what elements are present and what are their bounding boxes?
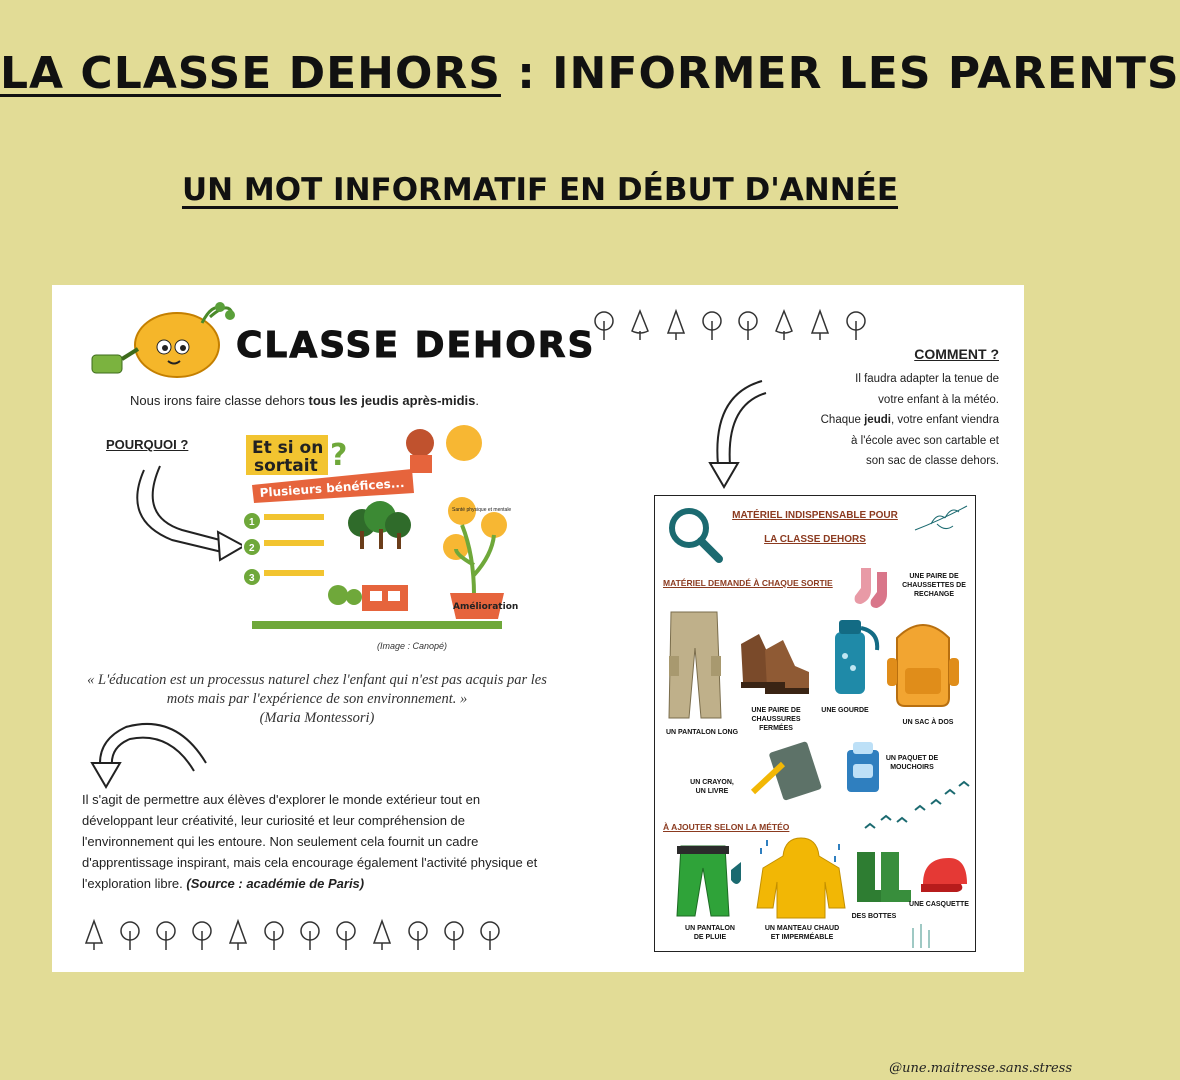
label-tissues-line: UN PAQUET DE xyxy=(885,755,939,762)
tree-icon xyxy=(298,919,323,951)
label-rain-pants-line: UN PANTALON xyxy=(685,925,735,932)
label-bottle: UNE GOURDE xyxy=(821,707,869,714)
rain-boots-icon xyxy=(851,848,917,906)
mascot-illustration xyxy=(82,293,242,381)
infographic-banner: Plusieurs bénéfices... xyxy=(259,475,405,500)
cap-icon xyxy=(915,854,971,894)
label-pencil-line: UN CRAYON, xyxy=(690,779,734,786)
pencil-book-icon xyxy=(749,740,823,802)
backpack-icon xyxy=(883,614,963,710)
label-socks xyxy=(895,572,973,599)
comment-line: votre enfant à la météo. xyxy=(878,393,999,406)
comment-line: à l'école avec son cartable et xyxy=(851,434,999,447)
infographic-line2: sortait xyxy=(254,456,318,476)
title-rest: : INFORMER LES PARENTS xyxy=(500,48,1180,99)
intro-bold: tous les jeudis après-midis xyxy=(308,393,476,408)
parent-letter-sheet xyxy=(52,285,1024,972)
label-socks-line: RECHANGE xyxy=(913,591,955,598)
tree-icon xyxy=(406,919,431,951)
intro-text xyxy=(130,393,479,408)
label-coat-line: ET IMPERMÉABLE xyxy=(770,934,834,941)
tree-icon xyxy=(808,309,833,341)
tree-icon xyxy=(262,919,287,951)
water-bottle-icon xyxy=(825,616,885,698)
label-shoes-line: UNE PAIRE DE xyxy=(751,707,801,714)
tree-icon xyxy=(736,309,761,341)
paragraph-source: (Source : académie de Paris) xyxy=(182,876,365,891)
comment-line: son sac de classe dehors. xyxy=(866,455,999,467)
tree-icon xyxy=(82,919,107,951)
label-coat-line: UN MANTEAU CHAUD xyxy=(764,925,840,932)
label-rain-pants-line: DE PLUIE xyxy=(693,934,727,941)
label-raincoat xyxy=(757,924,847,942)
intro-before: Nous irons faire classe dehors xyxy=(130,393,309,408)
sheet-logo-title: CLASSE DEHORS xyxy=(236,325,596,366)
comment-line3-before: Chaque xyxy=(820,414,865,426)
leaf-branch-icon xyxy=(911,500,971,540)
title-main: LA CLASSE DEHORS xyxy=(0,48,501,99)
label-tissues-line: MOUCHOIRS xyxy=(890,764,934,771)
materiel-title2: LA CLASSE DEHORS xyxy=(764,534,866,545)
materiel-checklist xyxy=(654,495,976,952)
tree-icon xyxy=(190,919,215,951)
infographic-num2: 2 xyxy=(249,543,255,554)
infographic-num1: 1 xyxy=(249,517,255,528)
label-shoes-line: CHAUSSURES xyxy=(751,716,801,723)
tree-icon xyxy=(226,919,251,951)
benefits-infographic xyxy=(242,425,517,635)
tree-icon xyxy=(118,919,143,951)
tree-icon xyxy=(334,919,359,951)
intro-after: . xyxy=(475,393,479,408)
explanation-paragraph xyxy=(82,789,552,894)
comment-text xyxy=(770,369,999,472)
top-tree-row xyxy=(592,309,869,341)
label-long-pants: UN PANTALON LONG xyxy=(665,729,739,736)
label-rain-pants xyxy=(665,924,755,942)
label-pencil-book xyxy=(677,778,747,796)
label-cap: UNE CASQUETTE xyxy=(909,901,969,908)
quote-author: (Maria Montessori) xyxy=(259,710,375,726)
comment-line: Il faudra adapter la tenue de xyxy=(855,373,999,385)
raincoat-icon xyxy=(755,834,847,920)
label-boots: DES BOTTES xyxy=(851,913,897,920)
label-pencil-line: UN LIVRE xyxy=(695,788,729,795)
socks-icon xyxy=(853,564,897,612)
comment-line3-bold: jeudi xyxy=(864,414,891,426)
infographic-num3: 3 xyxy=(249,573,255,584)
tree-icon xyxy=(478,919,503,951)
pourquoi-heading: POURQUOI ? xyxy=(106,437,189,452)
quote-text: « L'éducation est un processus naturel chez l'enfant qui n'est pas acquis par les mots mais par l'expérience de son environnement. » xyxy=(87,672,547,707)
page-subtitle: UN MOT INFORMATIF EN DÉBUT D'ANNÉE xyxy=(181,172,899,208)
tree-icon xyxy=(442,919,467,951)
tree-icon xyxy=(370,919,395,951)
tree-icon xyxy=(700,309,725,341)
label-shoes-line: FERMÉES xyxy=(759,725,793,732)
question-mark-icon: ? xyxy=(330,438,348,473)
label-socks-line: UNE PAIRE DE xyxy=(909,573,959,580)
trees-watermark-icon xyxy=(905,920,945,950)
tree-icon xyxy=(664,309,689,341)
long-pants-icon xyxy=(665,608,725,724)
page-title xyxy=(0,48,1180,99)
author-handle: @une.maitresse.sans.stress xyxy=(889,1061,1072,1076)
materiel-title1: MATÉRIEL INDISPENSABLE POUR xyxy=(732,510,898,521)
comment-heading: COMMENT ? xyxy=(914,346,999,362)
tree-icon xyxy=(628,309,653,341)
section-weather: À AJOUTER SELON LA MÉTÉO xyxy=(663,822,790,832)
label-socks-line: CHAUSSETTES DE xyxy=(902,582,966,589)
tree-icon xyxy=(844,309,869,341)
tree-icon xyxy=(154,919,179,951)
arrow-to-infographic-icon xyxy=(122,460,262,570)
arrow-to-materiel-icon xyxy=(692,375,772,495)
rain-pants-icon xyxy=(673,840,745,920)
label-shoes xyxy=(741,706,811,733)
tree-icon xyxy=(772,309,797,341)
hiking-shoes-icon xyxy=(735,624,811,700)
paragraph-text: Il s'agit de permettre aux élèves d'explorer le monde extérieur tout en développant leur créativité, leur curiosité et leur compréhension de l'environnement qui les entoure. Non seulement cela fournit un cadre d'apprentissage inspirant, mais cela encourage également l'activité physique et l'exploration libre. xyxy=(82,792,538,891)
tree-icon xyxy=(592,309,617,341)
bottom-tree-row xyxy=(82,919,503,951)
comment-line xyxy=(770,410,999,431)
birds-icon xyxy=(855,766,975,836)
arrow-to-paragraph-icon xyxy=(86,713,216,793)
section-each-outing: MATÉRIEL DEMANDÉ À CHAQUE SORTIE xyxy=(663,578,833,588)
image-credit: (Image : Canopé) xyxy=(377,641,448,651)
infographic-sun1: Santé physique et mentale xyxy=(452,507,512,513)
comment-line3-after: , votre enfant viendra xyxy=(890,414,999,426)
infographic-line1: Et si on xyxy=(252,438,324,458)
infographic-pot: Amélioration xyxy=(453,602,519,612)
label-backpack: UN SAC À DOS xyxy=(902,719,954,726)
